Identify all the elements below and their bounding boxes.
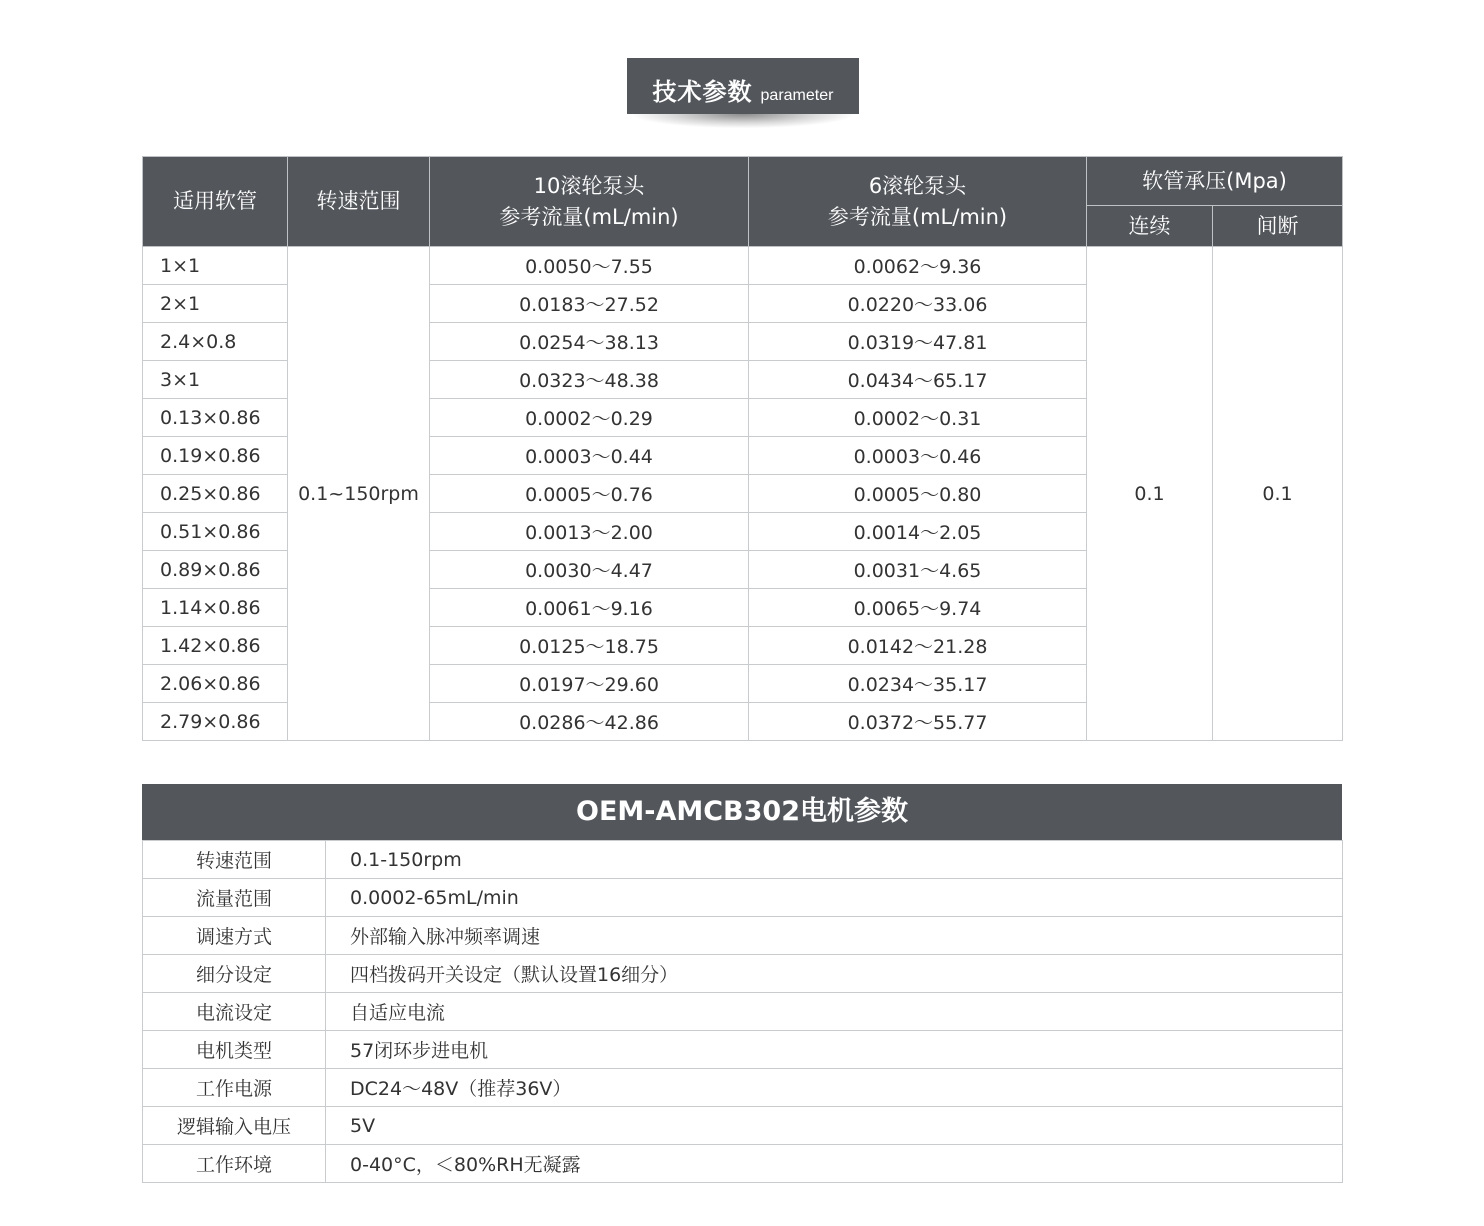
hose-size-cell: 1.14×0.86 [143,589,288,627]
flow-6-roller-cell: 0.0142～21.28 [749,627,1087,665]
badge-box [627,58,859,114]
flow-10-roller-cell: 0.0061～9.16 [430,589,749,627]
header-flow10-line1: 10滚轮泵头 [533,173,645,198]
header-continuous: 连续 [1087,206,1213,247]
motor-param-label: 电机类型 [143,1031,326,1069]
speed-range-cell: 0.1~150rpm [288,247,430,741]
header-flow10-line2: 参考流量(mL/min) [499,204,679,229]
motor-param-label: 逻辑输入电压 [143,1107,326,1145]
motor-table [142,840,1343,1183]
hose-size-cell: 1.42×0.86 [143,627,288,665]
flow-6-roller-cell: 0.0434～65.17 [749,361,1087,399]
header-speed: 转速范围 [288,157,430,247]
table-row [143,1069,1343,1107]
flow-6-roller-cell: 0.0372～55.77 [749,703,1087,741]
section-title-zh: 技术参数 [652,78,753,106]
motor-param-value: 5V [326,1107,1343,1145]
header-flow6-line1: 6滚轮泵头 [868,173,967,198]
header-pressure: 软管承压(Mpa) [1087,157,1343,206]
hose-size-cell: 3×1 [143,361,288,399]
flow-6-roller-cell: 0.0234～35.17 [749,665,1087,703]
parameter-table [142,156,1343,741]
motor-table-body [143,841,1343,1183]
flow-10-roller-cell: 0.0050～7.55 [430,247,749,285]
table-row [143,1107,1343,1145]
motor-param-label: 调速方式 [143,917,326,955]
flow-6-roller-cell: 0.0014～2.05 [749,513,1087,551]
flow-10-roller-cell: 0.0197～29.60 [430,665,749,703]
flow-6-roller-cell: 0.0002～0.31 [749,399,1087,437]
hose-size-cell: 0.51×0.86 [143,513,288,551]
motor-param-value: 外部输入脉冲频率调速 [326,917,1343,955]
motor-param-label: 工作环境 [143,1145,326,1183]
motor-param-value: DC24～48V（推荐36V） [326,1069,1343,1107]
motor-param-label: 流量范围 [143,879,326,917]
flow-10-roller-cell: 0.0286～42.86 [430,703,749,741]
section-title-en: parameter [760,87,834,104]
hose-size-cell: 2.06×0.86 [143,665,288,703]
section-title-badge [627,58,859,130]
flow-10-roller-cell: 0.0125～18.75 [430,627,749,665]
hose-size-cell: 0.13×0.86 [143,399,288,437]
flow-6-roller-cell: 0.0003～0.46 [749,437,1087,475]
flow-6-roller-cell: 0.0005～0.80 [749,475,1087,513]
flow-10-roller-cell: 0.0183～27.52 [430,285,749,323]
badge-shadow [633,114,853,128]
table-row [143,879,1343,917]
flow-10-roller-cell: 0.0030～4.47 [430,551,749,589]
header-flow-10-roller [430,157,749,247]
motor-param-label: 细分设定 [143,955,326,993]
flow-6-roller-cell: 0.0319～47.81 [749,323,1087,361]
motor-param-label: 工作电源 [143,1069,326,1107]
header-hose: 适用软管 [143,157,288,247]
table-row [143,917,1343,955]
motor-param-label: 转速范围 [143,841,326,879]
flow-10-roller-cell: 0.0323～48.38 [430,361,749,399]
flow-10-roller-cell: 0.0013～2.00 [430,513,749,551]
table-row [143,993,1343,1031]
motor-table-title: OEM-AMCB302电机参数 [142,784,1342,840]
hose-size-cell: 2.79×0.86 [143,703,288,741]
hose-size-cell: 2.4×0.8 [143,323,288,361]
flow-10-roller-cell: 0.0003～0.44 [430,437,749,475]
flow-10-roller-cell: 0.0002～0.29 [430,399,749,437]
hose-size-cell: 1×1 [143,247,288,285]
table-row [143,1031,1343,1069]
table-row [143,1145,1343,1183]
motor-param-value: 0.1-150rpm [326,841,1343,879]
intermittent-pressure-cell: 0.1 [1213,247,1343,741]
header-intermittent: 间断 [1213,206,1343,247]
header-flow-6-roller [749,157,1087,247]
flow-10-roller-cell: 0.0005～0.76 [430,475,749,513]
table-row [143,247,1343,285]
table-row [143,841,1343,879]
motor-param-label: 电流设定 [143,993,326,1031]
header-flow6-line2: 参考流量(mL/min) [827,204,1008,229]
motor-param-value: 57闭环步进电机 [326,1031,1343,1069]
motor-param-value: 四档拨码开关设定（默认设置16细分） [326,955,1343,993]
motor-param-value: 0-40°C，＜80%RH无凝露 [326,1145,1343,1183]
motor-param-value: 自适应电流 [326,993,1343,1031]
flow-6-roller-cell: 0.0062～9.36 [749,247,1087,285]
hose-size-cell: 2×1 [143,285,288,323]
hose-size-cell: 0.25×0.86 [143,475,288,513]
hose-size-cell: 0.19×0.86 [143,437,288,475]
flow-6-roller-cell: 0.0031～4.65 [749,551,1087,589]
flow-6-roller-cell: 0.0220～33.06 [749,285,1087,323]
flow-10-roller-cell: 0.0254～38.13 [430,323,749,361]
table-row [143,955,1343,993]
parameter-table-body [143,247,1343,741]
hose-size-cell: 0.89×0.86 [143,551,288,589]
motor-param-value: 0.0002-65mL/min [326,879,1343,917]
flow-6-roller-cell: 0.0065～9.74 [749,589,1087,627]
continuous-pressure-cell: 0.1 [1087,247,1213,741]
